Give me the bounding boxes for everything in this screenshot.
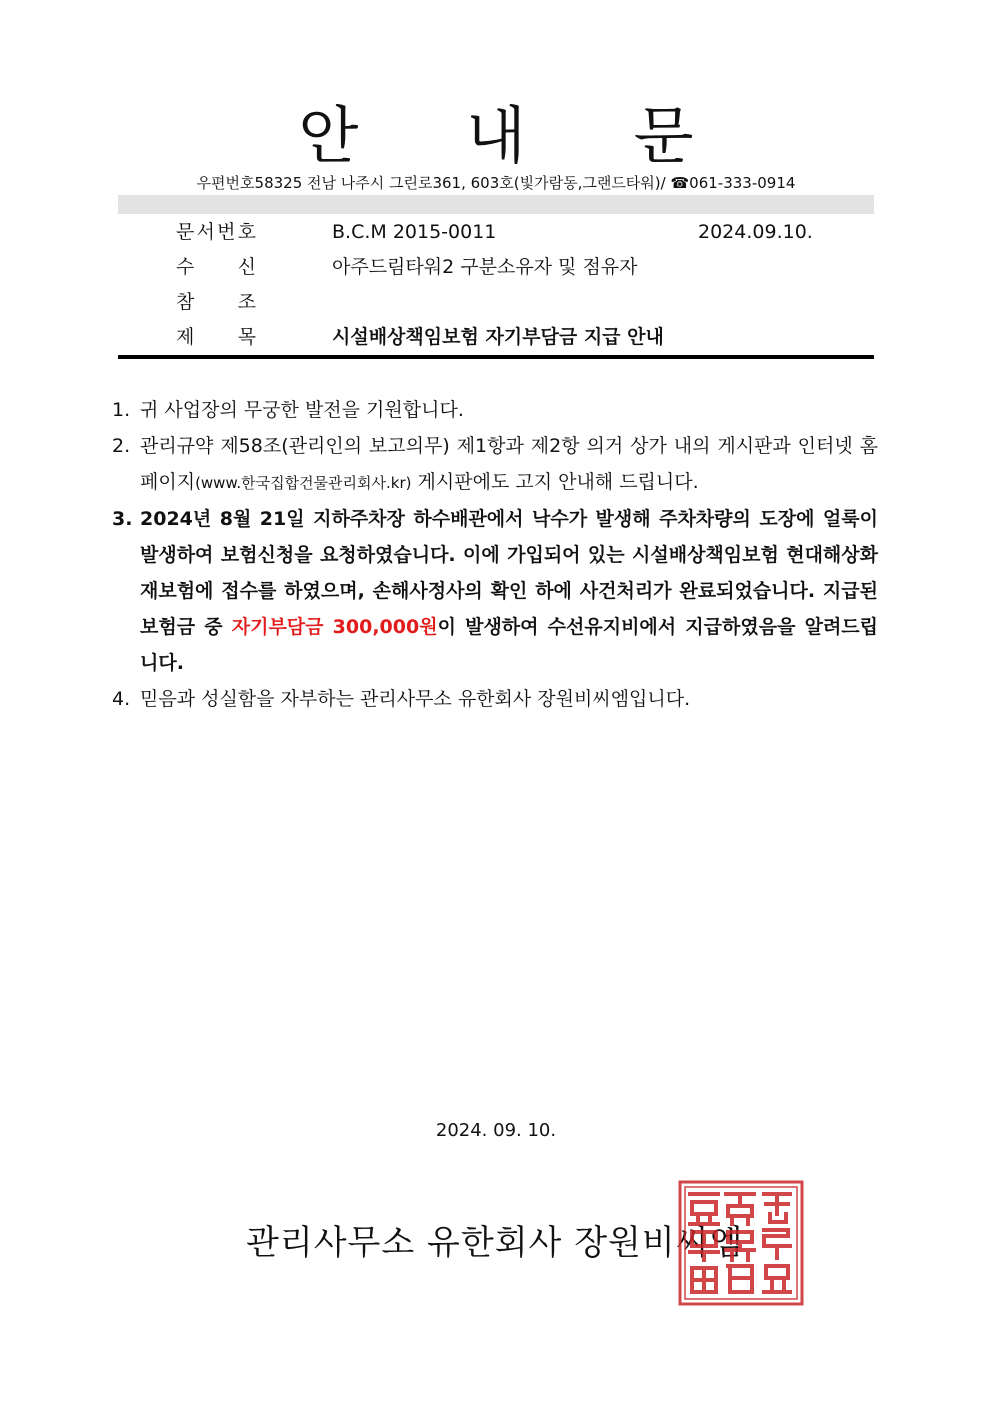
doc-no-label [176, 215, 256, 249]
deductible-amount: 자기부담금 300,000원 [231, 616, 438, 638]
telephone-icon: ☎ [670, 174, 690, 192]
recipient-value: 아주드림타워2 구분소유자 및 점유자 [332, 256, 638, 278]
subject-label-char: 목 [237, 326, 256, 348]
item-text: 귀 사업장의 무궁한 발전을 기원합니다. [140, 399, 464, 421]
document-title: 안 내 문 [298, 99, 738, 172]
company-seal-icon [678, 1180, 804, 1306]
recipient-label [176, 250, 256, 284]
phone-number: 061-333-0914 [689, 174, 796, 192]
doc-no-value: B.C.M 2015-0011 [332, 221, 497, 243]
reference-label-char: 조 [237, 291, 256, 313]
company-seal [678, 1180, 804, 1306]
subject-label [176, 320, 256, 354]
doc-no-label-char: 호 [237, 221, 256, 243]
item-number: 2. [112, 435, 131, 457]
doc-date: 2024.09.10. [698, 221, 813, 243]
meta-row-subject [118, 320, 874, 354]
list-item [112, 681, 878, 717]
header-bar [118, 195, 874, 214]
recipient-label-char: 수 [176, 256, 195, 278]
address-line [0, 172, 992, 194]
subject-value: 시설배상책임보험 자기부담금 지급 안내 [332, 326, 664, 348]
body-text [112, 392, 878, 717]
list-item [112, 501, 878, 681]
item-text: 이 발생하여 수선유지비에서 지급하였음을 알려드립니다. [140, 616, 879, 674]
doc-no-label-char: 서 [196, 221, 215, 243]
doc-no-label-char: 문 [176, 221, 195, 243]
address-text: 우편번호58325 전남 나주시 그린로361, 603호(빛가람동,그랜드타워)/ [196, 174, 666, 192]
reference-label-char: 참 [176, 291, 195, 313]
homepage-url: (www.한국집합건물관리회사.kr) [195, 474, 412, 492]
meta-row-recipient [118, 250, 874, 284]
item-text: 게시판에도 고지 안내해 드립니다. [411, 471, 699, 493]
item-text: 관리규약 제58조(관리인의 보고의무) 제1항과 제2항 의거 상가 내의 게시판과 인터넷 홈페이지 [140, 435, 878, 493]
doc-no-label-char: 번 [217, 221, 236, 243]
reference-label [176, 285, 256, 319]
item-text: 2024년 8월 21일 지하주차장 하수배관에서 낙수가 발생해 주차차량의 도장에 얼룩이 발생하여 보험신청을 요청하였습니다. 이에 가입되어 있는 시설배상책임보험 현대해상화재보험에 접수를 하였으며, 손해사정사의 확인 하에 사건처리가 완료되었습니다. 지급된 보험금 중 [140, 508, 878, 638]
meta-row-doc-no [118, 215, 874, 249]
recipient-label-char: 신 [237, 256, 256, 278]
list-item [112, 428, 878, 501]
item-number: 3. [112, 508, 133, 530]
item-number: 4. [112, 688, 131, 710]
item-number: 1. [112, 399, 131, 421]
item-text: 믿음과 성실함을 자부하는 관리사무소 유한회사 장원비씨엠입니다. [140, 688, 691, 710]
issue-date: 2024. 09. 10. [435, 1120, 557, 1141]
signature: 관리사무소 유한회사 장원비씨엠 [246, 1223, 744, 1263]
header-rule [118, 355, 874, 359]
list-item [112, 392, 878, 428]
meta-row-reference [118, 285, 874, 319]
subject-label-char: 제 [176, 326, 195, 348]
